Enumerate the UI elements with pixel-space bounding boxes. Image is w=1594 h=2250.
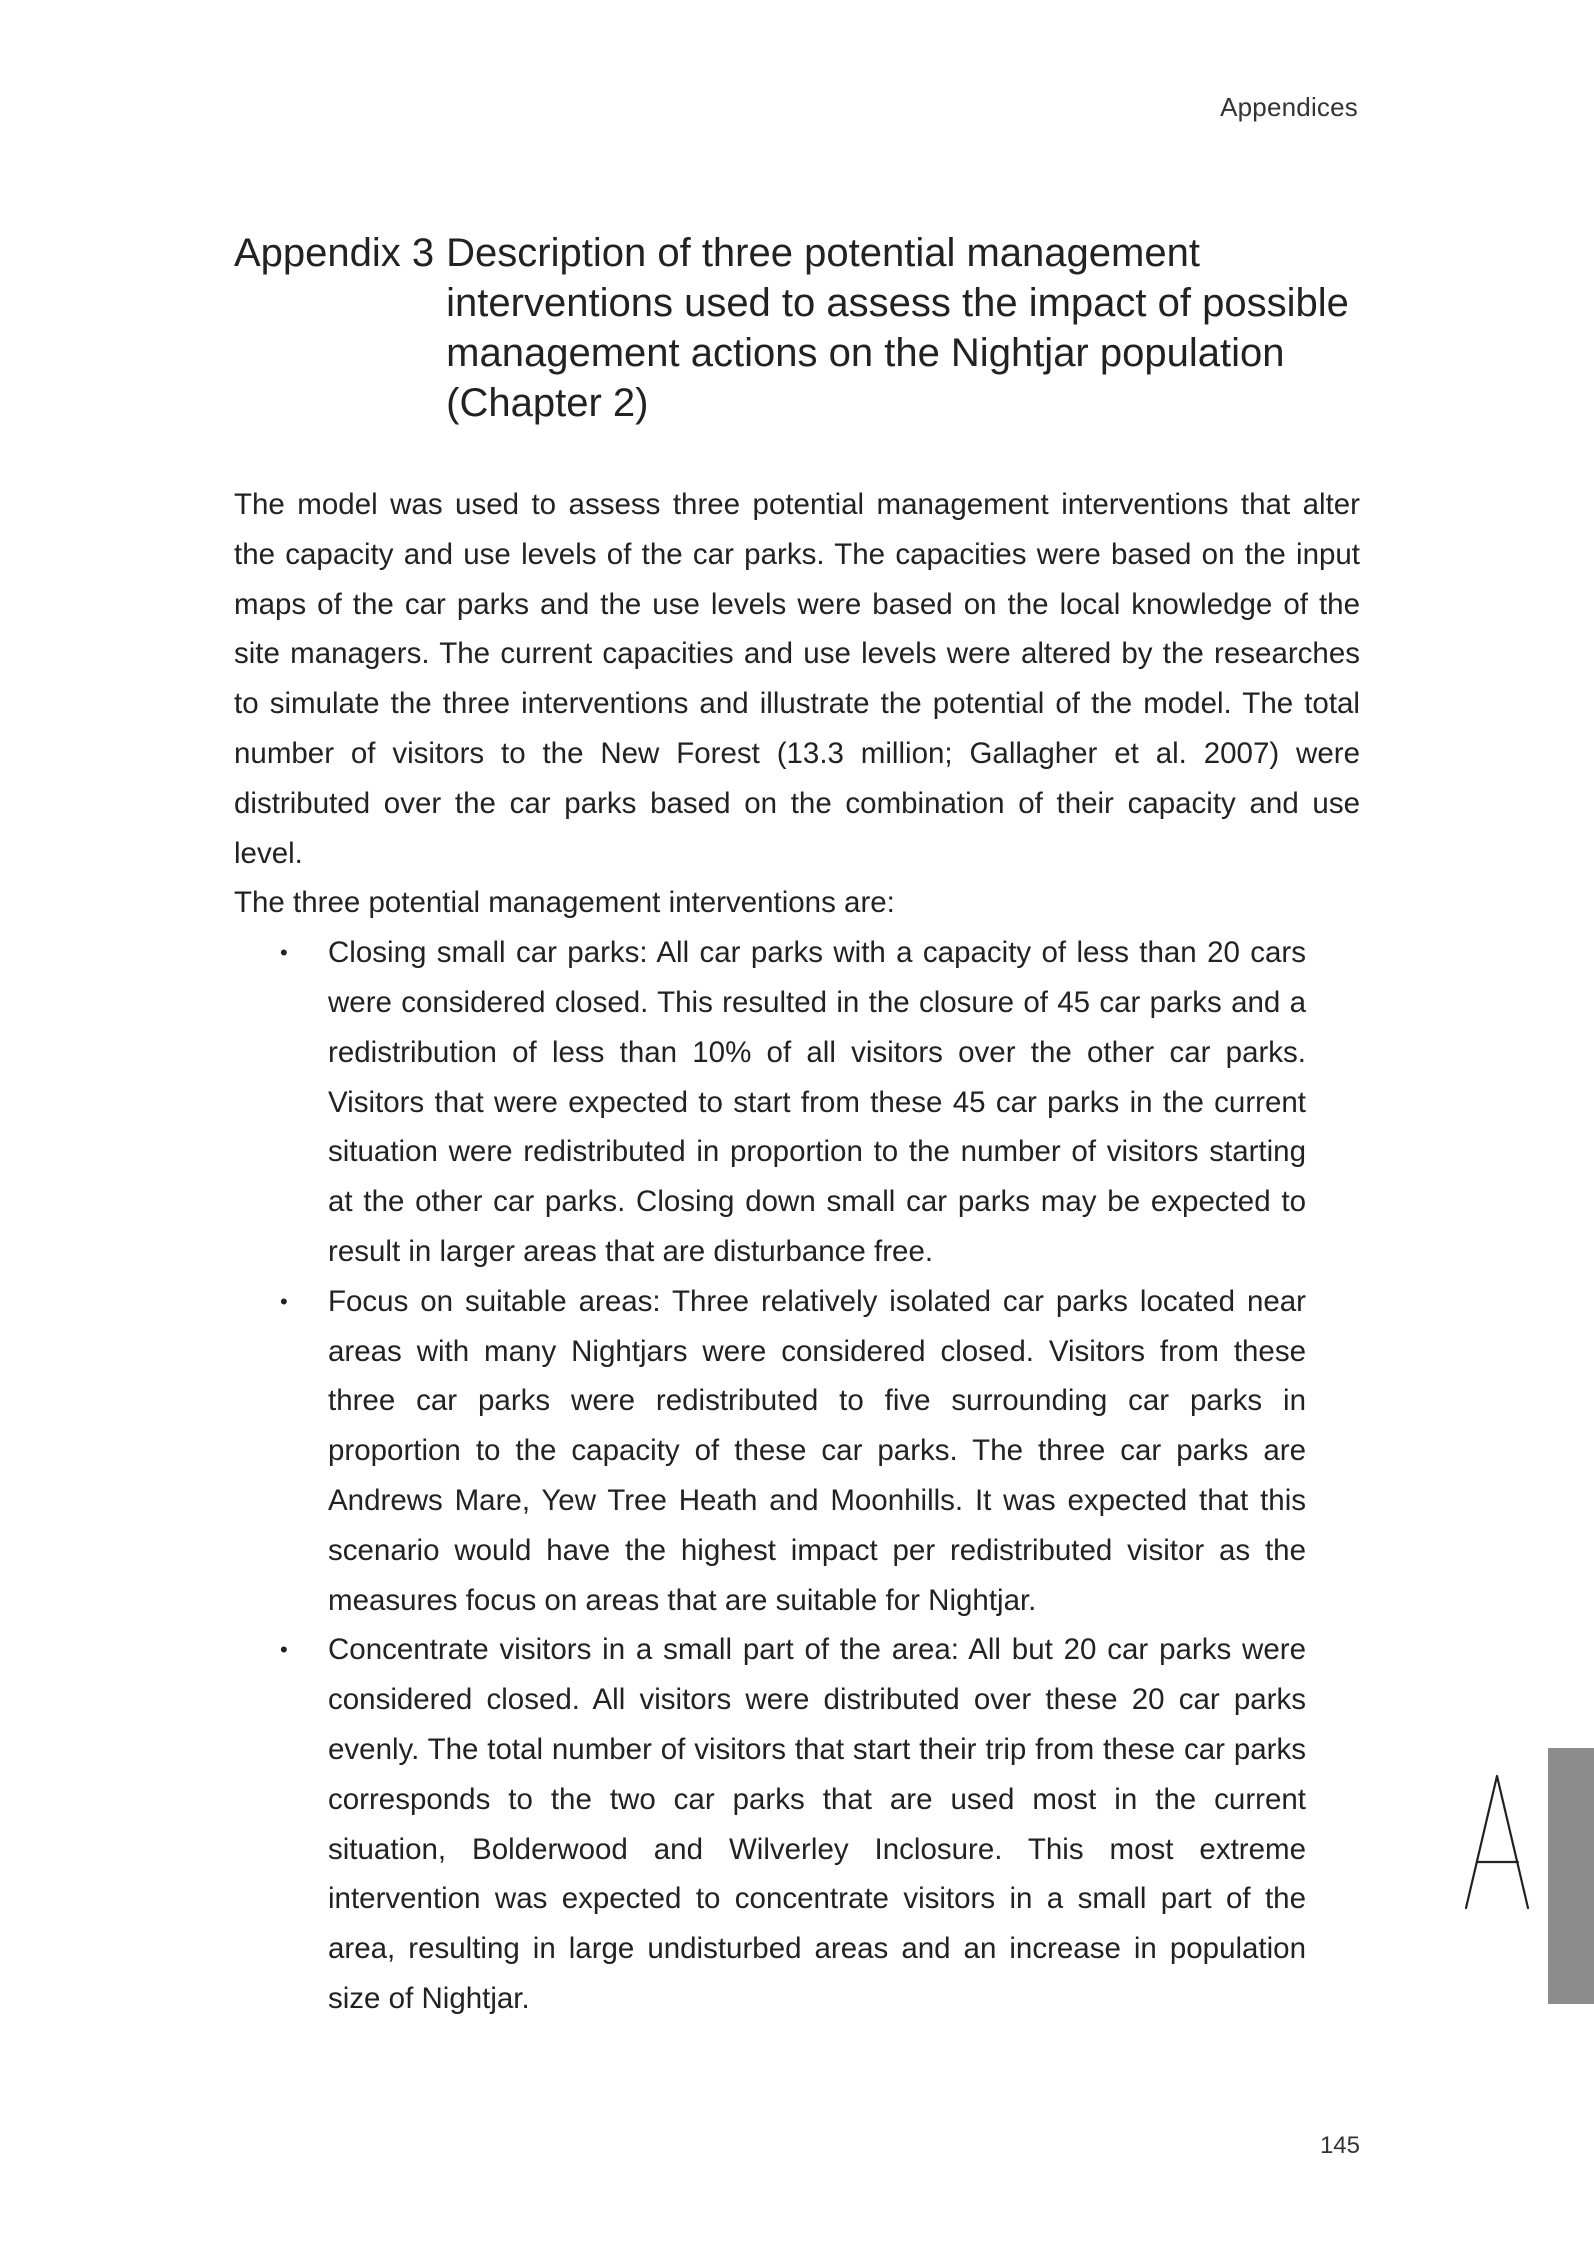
bullet-icon: • [280,940,288,966]
list-item [280,1625,1406,2023]
running-header: Appendices [1220,92,1358,122]
list-item-text: Focus on suitable areas: Three relatively isolated car parks located near areas with many Nightjars were considered closed. Visitors from these three car parks were redistributed to five surrounding car parks in proportion to the capacity of these car parks. The three car parks are Andrews Mare, Yew Tree Heath and Moonhills. It was expected that this scenario would have the highest impact per redistributed visitor as the measures focus on areas that are suitable for Nightjar. [328,1284,1306,1617]
appendix-heading [234,228,1364,428]
list-item-text: Concentrate visitors in a small part of the area: All but 20 car parks were considered closed. All visitors were distributed over these 20 car parks evenly. The total number of visitors that start their trip from these car parks corresponds to the two car parks that are used most in the current situation, Bolderwood and Wilverley Inclosure. This most extreme intervention was expected to concentrate visitors in a small part of the area, resulting in large undisturbed areas and an increase in population size of Nightjar. [328,1633,1306,2015]
list-item-text: Closing small car parks: All car parks with a capacity of less than 20 cars were considered closed. This resulted in the closure of 45 car parks and a redistribution of less than 10% of all visitors over the other car parks. Visitors that were expected to start from these 45 car parks in the current situation were redistributed in proportion to the number of visitors starting at the other car parks. Closing down small car parks may be expected to result in larger areas that are disturbance free. [328,936,1306,1268]
list-intro: The three potential management interventions are: [234,886,895,920]
section-thumb-tab [1548,1748,1594,2004]
page-number: 145 [1319,2132,1360,2159]
intro-paragraph: The model was used to assess three potential management interventions that alter the capacity and use levels of the car parks. The capacities were based on the input maps of the car parks and the use levels were based on the local knowledge of the site managers. The current capacities and use levels were altered by the researches to simulate the three interventions and illustrate the potential of the model. The total number of visitors to the New Forest (13.3 million; Gallagher et al. 2007) were distributed over the car parks based on the combination of their capacity and use level. [234,488,1360,870]
bullet-icon: • [280,1637,288,1663]
section-letter-a-icon [1462,1772,1532,1912]
list-item [280,928,1406,1277]
body-text [234,480,1360,2024]
bullet-icon: • [280,1288,288,1314]
interventions-list [234,928,1406,2024]
appendix-label: Appendix 3 [234,231,435,275]
list-item [280,1277,1406,1626]
appendix-title: Description of three potential management interventions used to assess the impact of possible management actions on the Nightjar population (Chapter 2) [446,231,1349,425]
